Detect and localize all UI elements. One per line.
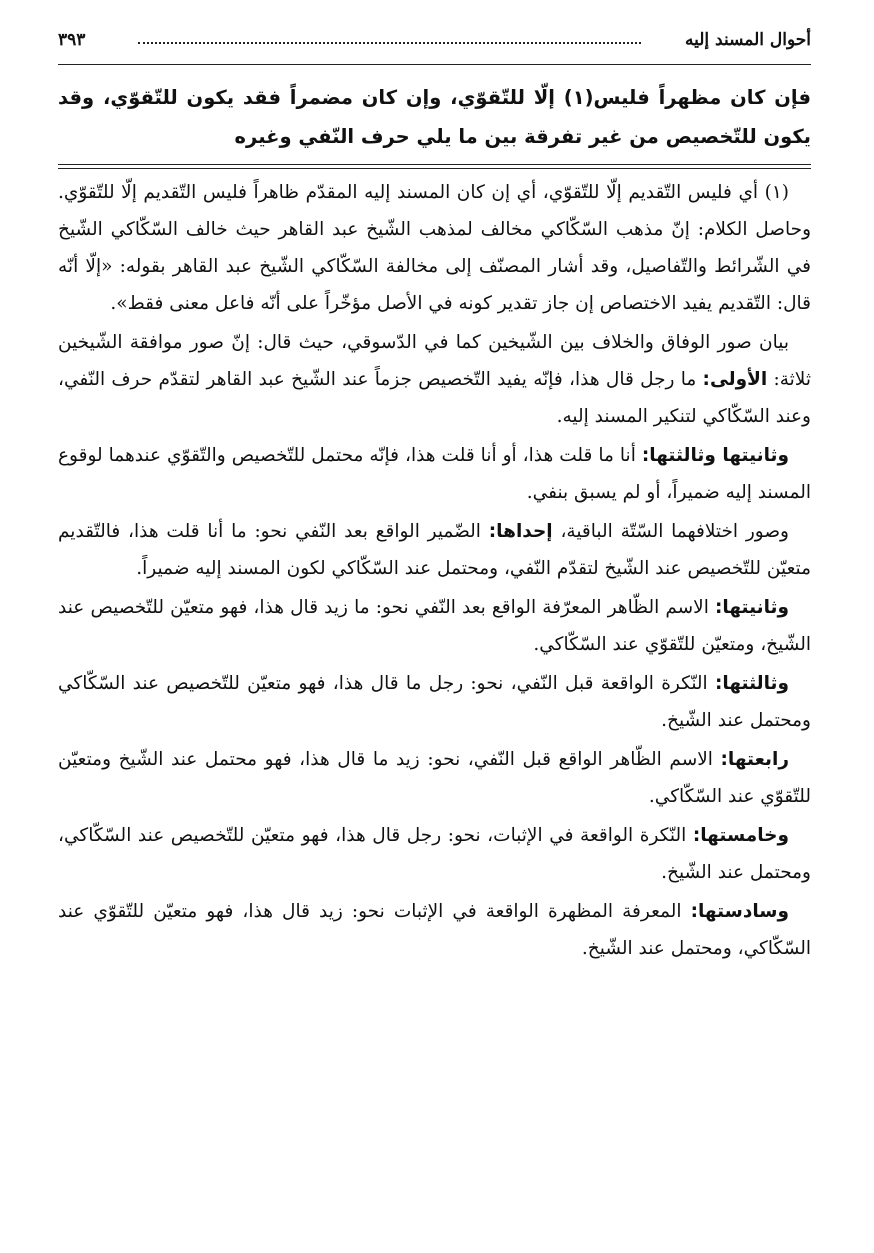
footnote-separator xyxy=(58,164,811,169)
commentary-paragraph-7 xyxy=(58,741,811,815)
commentary-paragraph-8 xyxy=(58,817,811,891)
paragraph-text: المعرفة المظهرة الواقعة في الإثبات نحو: زيد قال هذا، فهو متعيّن للتّقوّي عند السّكّاكي، ومحتمل عند الشّيخ. xyxy=(58,901,811,959)
commentary-paragraph-1: (١) أي فليس التّقديم إلّا للتّقوّي، أي إن كان المسند إليه المقدّم ظاهراً فليس التّقديم إلّا للتّقوّي. وحاصل الكلام: إنّ مذهب السّكّاكي مخالف لمذهب الشّيخ عبد القاهر حيث خالف السّكّاكي الشّيخ في الشّرائط والتّفاصيل، وقد أشار المصنّف إلى مخالفة السّكّاكي الشّيخ عبد القاهر بقوله: «إلّا أنّه قال: التّقديم يفيد الاختصاص إن جاز تقدير كونه في الأصل مؤخّراً على أنّه فاعل معنى فقط». xyxy=(58,182,811,314)
paragraph-text: وصور اختلافهما السّتّة الباقية، xyxy=(552,521,789,542)
paragraph-label: وثانيتها: xyxy=(715,597,789,618)
paragraph-text: الاسم الظّاهر المعرّفة الواقع بعد النّفي نحو: ما زيد قال هذا، فهو متعيّن للتّخصيص عند الشّيخ، ومتعيّن للتّقوّي عند السّكّاكي. xyxy=(58,597,811,655)
paragraph-label: وخامستها: xyxy=(692,825,789,846)
commentary-paragraph-5 xyxy=(58,589,811,663)
paragraph-text: بيان صور الوفاق والخلاف بين الشّيخين كما في الدّسوقي، حيث قال: إنّ صور موافقة الشّيخين ثلاثة: xyxy=(58,332,811,390)
paragraph-text: الاسم الظّاهر الواقع قبل النّفي، نحو: زيد ما قال هذا، فهو محتمل عند الشّيخ ومتعيّن للتّقوّي عند السّكّاكي. xyxy=(58,749,811,807)
paragraph-text: الضّمير الواقع بعد النّفي نحو: ما أنا قلت هذا، فالتّقديم متعيّن للتّخصيص عند الشّيخ لتقدّم النّفي، ومحتمل عند السّكّاكي لكون المسند إليه ضميراً. xyxy=(58,521,811,579)
paragraph-label: وسادستها: xyxy=(690,901,789,922)
paragraph-label: الأولى: xyxy=(702,369,768,390)
header-rule xyxy=(58,64,811,65)
paragraph-label: وثانيتها وثالثتها: xyxy=(641,445,790,466)
paragraph-text: النّكرة الواقعة قبل النّفي، نحو: رجل ما قال هذا، فهو متعيّن للتّخصيص عند السّكّاكي ومحتمل عند الشّيخ. xyxy=(58,673,811,731)
commentary-paragraph-6 xyxy=(58,665,811,739)
paragraph-label: وثالثتها: xyxy=(715,673,789,694)
paragraph-label: رابعتها: xyxy=(720,749,789,770)
paragraph-text: أنا ما قلت هذا، أو أنا قلت هذا، فإنّه محتمل للتّخصيص والتّقوّي عندهما لوقوع المسند إليه ضميراً، أو لم يسبق بنفي. xyxy=(58,445,811,503)
book-page xyxy=(58,0,811,1253)
main-text: فإن كان مظهراً فليس(١) إلّا للتّقوّي، وإن كان مضمراً فقد يكون للتّقوّي، وقد يكون للتّخصيص من غير تفرقة بين ما يلي حرف النّفي وغيره xyxy=(58,86,811,148)
paragraph-text: النّكرة الواقعة في الإثبات، نحو: رجل قال هذا، فهو متعيّن للتّخصيص عند السّكّاكي، ومحتمل عند الشّيخ. xyxy=(58,825,811,883)
paragraph-label: إحداها: xyxy=(488,521,553,542)
leader-dots xyxy=(138,42,641,44)
commentary-paragraph-3 xyxy=(58,437,811,511)
page-header xyxy=(58,30,811,56)
paragraph-text: ما رجل قال هذا، فإنّه يفيد التّخصيص جزماً عند الشّيخ عبد القاهر لتقدّم حرف النّفي، وعند السّكّاكي لتنكير المسند إليه. xyxy=(58,369,811,427)
running-title: أحوال المسند إليه xyxy=(684,30,811,50)
commentary-paragraph-4 xyxy=(58,513,811,587)
commentary-paragraph-9 xyxy=(58,893,811,967)
commentary xyxy=(58,174,811,969)
commentary-paragraph-2 xyxy=(58,324,811,435)
page-number: ٣٩٣ xyxy=(58,30,86,50)
